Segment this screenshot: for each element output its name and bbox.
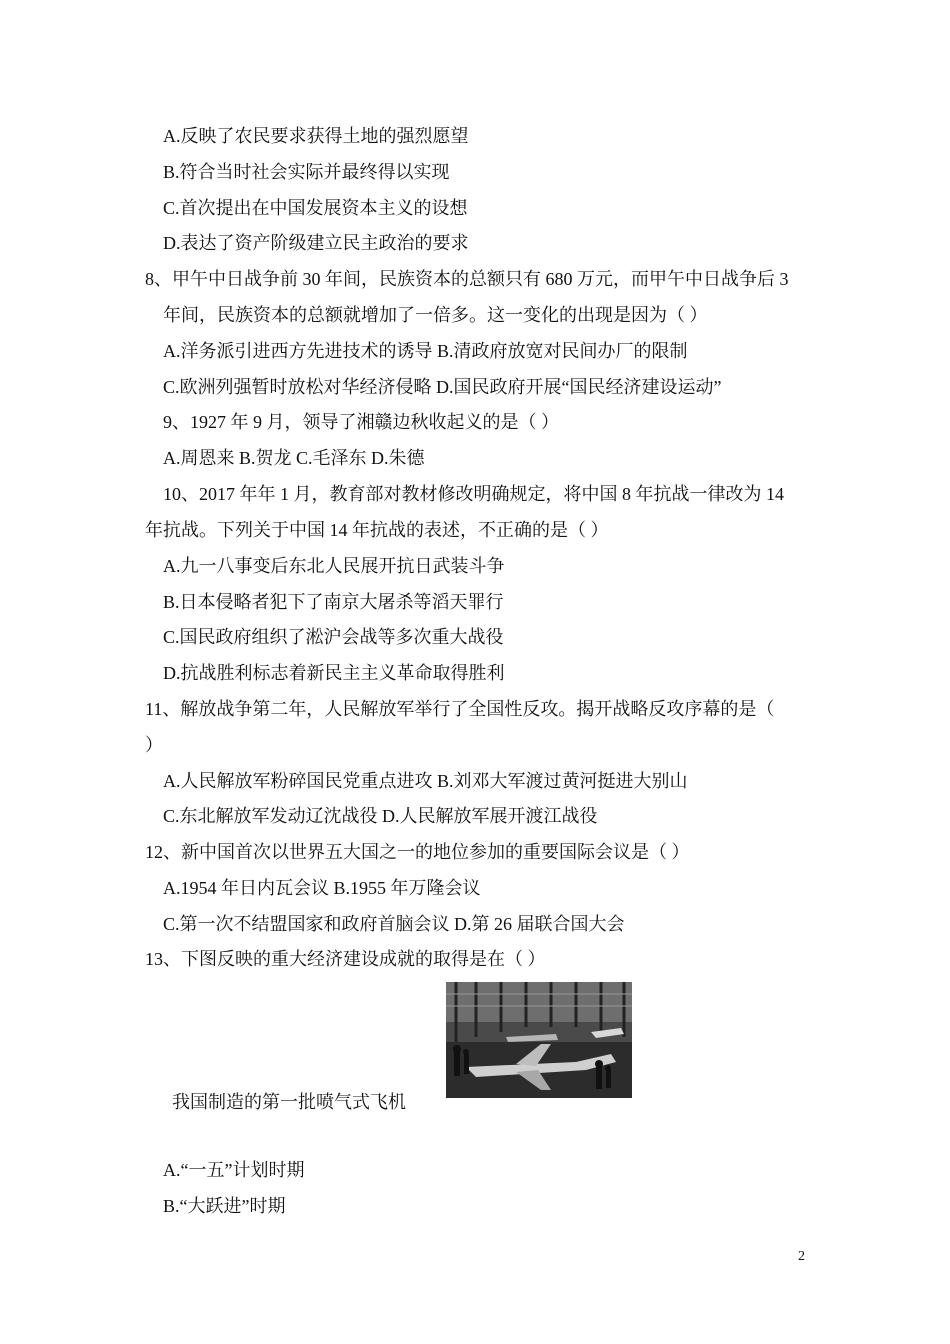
question-8-cont: 年间，民族资本的总额就增加了一倍多。这一变化的出现是因为（ ） [163,305,708,325]
option-line: A.“一五”计划时期 [163,1160,305,1180]
question-13: 13、下图反映的重大经济建设成就的取得是在（ ） [145,949,546,969]
option-line: C.首次提出在中国发展资本主义的设想 [163,198,468,218]
option-line: D.抗战胜利标志着新民主主义革命取得胜利 [163,663,505,683]
question-10: 10、2017 年年 1 月，教育部对教材修改明确规定，将中国 8 年抗战一律改为 14 [163,484,784,504]
option-line: C.东北解放军发动辽沈战役 D.人民解放军展开渡江战役 [163,806,598,826]
option-line: A.周恩来 B.贺龙 C.毛泽东 D.朱德 [163,448,425,468]
jet-aircraft-photo [446,982,632,1098]
option-line: A.反映了农民要求获得土地的强烈愿望 [163,126,469,146]
question-11: 11、解放战争第二年，人民解放军举行了全国性反攻。揭开战略反攻序幕的是（ [145,699,775,719]
option-line: A.人民解放军粉碎国民党重点进攻 B.刘邓大军渡过黄河挺进大别山 [163,771,688,791]
option-line: A.九一八事变后东北人民展开抗日武装斗争 [163,556,505,576]
figure-caption: 我国制造的第一批喷气式飞机 [172,1092,406,1112]
option-line: B.日本侵略者犯下了南京大屠杀等滔天罪行 [163,592,504,612]
question-9: 9、1927 年 9 月，领导了湘赣边秋收起义的是（ ） [163,412,559,432]
option-line: C.第一次不结盟国家和政府首脑会议 D.第 26 届联合国大会 [163,914,625,934]
option-line: B.“大跃进”时期 [163,1196,286,1216]
question-11-cont: ） [145,735,163,755]
question-12: 12、新中国首次以世界五大国之一的地位参加的重要国际会议是（ ） [145,842,690,862]
option-line: D.表达了资产阶级建立民主政治的要求 [163,233,469,253]
page-number: 2 [798,1249,805,1264]
option-line: C.国民政府组织了淞沪会战等多次重大战役 [163,627,504,647]
option-line: A.1954 年日内瓦会议 B.1955 年万隆会议 [163,878,481,898]
question-10-cont: 年抗战。下列关于中国 14 年抗战的表述，不正确的是（ ） [145,520,609,540]
option-line: C.欧洲列强暂时放松对华经济侵略 D.国民政府开展“国民经济建设运动” [163,377,722,397]
option-line: A.洋务派引进西方先进技术的诱导 B.清政府放宽对民间办厂的限制 [163,341,688,361]
question-8: 8、甲午中日战争前 30 年间，民族资本的总额只有 680 万元，而甲午中日战争后 3 [145,269,789,289]
option-line: B.符合当时社会实际并最终得以实现 [163,162,450,182]
